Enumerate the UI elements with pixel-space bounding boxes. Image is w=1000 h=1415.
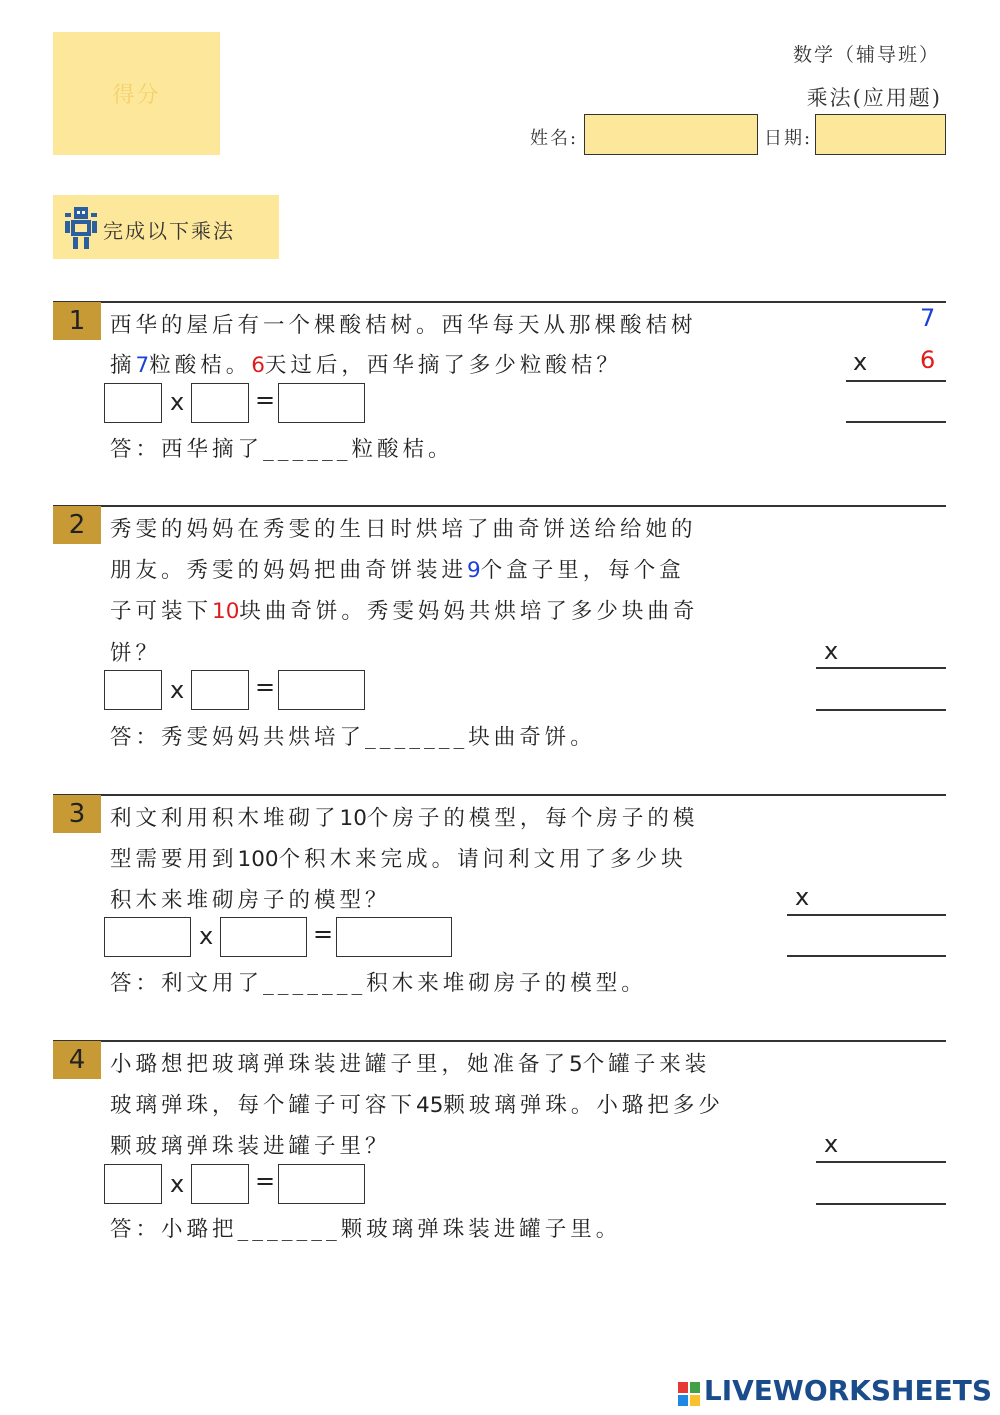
robot-icon [63,205,99,251]
multiplicand-input[interactable] [104,383,162,423]
name-label: 姓名: [530,128,579,149]
question-text: 玻璃弹珠，每个罐子可容下45颗玻璃弹珠。小璐把多少 [110,1093,724,1118]
vertical-top-number: 7 [920,304,936,332]
multiplier-input[interactable] [191,383,249,423]
vertical-times-sign: x [853,348,868,376]
separator [53,301,946,303]
answer-sentence: 答：利文用了_______积木来堆砌房子的模型。 [110,971,647,996]
score-box [53,32,220,155]
question-text: 摘7粒酸桔。6天过后，西华摘了多少粒酸桔？ [110,353,622,378]
product-input[interactable] [278,1164,365,1204]
answer-sentence: 答：秀雯妈妈共烘培了_______块曲奇饼。 [110,725,596,750]
highlighted-number: 10 [212,599,240,624]
vertical-line[interactable] [787,914,946,916]
score-label: 得分 [112,83,161,108]
question-text: 秀雯的妈妈在秀雯的生日时烘培了曲奇饼送给给她的 [110,517,697,542]
question-text: 子可装下10块曲奇饼。秀雯妈妈共烘培了多少块曲奇 [110,599,699,624]
question-text: 积木来堆砌房子的模型？ [110,888,391,913]
question-text: 颗玻璃弹珠装进罐子里？ [110,1134,391,1159]
equals-sign: = [255,386,276,414]
separator [53,794,946,796]
product-input[interactable] [278,670,365,710]
times-sign: x [170,676,185,704]
multiplier-input[interactable] [191,670,249,710]
vertical-answer-line[interactable] [816,709,946,711]
equals-sign: = [313,920,334,948]
vertical-line[interactable] [816,667,946,669]
answer-sentence: 答：小璐把_______颗玻璃弹珠装进罐子里。 [110,1217,622,1242]
question-text: 型需要用到100个积木来完成。请问利文用了多少块 [110,847,687,872]
answer-sentence: 答：西华摘了______粒酸桔。 [110,437,454,462]
question-text: 利文利用积木堆砌了10个房子的模型，每个房子的模 [110,806,699,831]
times-sign: x [199,922,214,950]
instruction-banner [53,195,279,259]
multiplicand-input[interactable] [104,670,162,710]
multiplier-input[interactable] [220,917,307,957]
vertical-answer-line[interactable] [787,955,946,957]
question-text: 西华的屋后有一个棵酸桔树。西华每天从那棵酸桔树 [110,313,697,338]
highlighted-number: 7 [135,353,150,378]
vertical-multiplier-number: 6 [920,346,936,374]
product-input[interactable] [336,917,452,957]
liveworksheets-mark-icon [678,1380,700,1404]
multiplicand-input[interactable] [104,917,191,957]
subject-title: 数学（辅导班） [792,44,940,66]
highlighted-number: 45 [416,1093,444,1118]
name-field[interactable] [584,114,758,155]
vertical-line [846,380,946,382]
highlighted-number: 10 [339,806,367,831]
vertical-times-sign: x [824,1130,839,1158]
separator [53,1040,946,1042]
equals-sign: = [255,1167,276,1195]
instruction-text: 完成以下乘法 [103,219,235,243]
question-text: 小璐想把玻璃弹珠装进罐子里，她准备了5个罐子来装 [110,1052,711,1077]
question-text: 饼？ [110,641,162,666]
highlighted-number: 6 [251,353,265,378]
vertical-times-sign: x [795,883,810,911]
date-field[interactable] [815,114,946,155]
multiplier-input[interactable] [191,1164,249,1204]
question-number: 4 [53,1041,101,1079]
vertical-times-sign: x [824,637,839,665]
question-text: 朋友。秀雯的妈妈把曲奇饼装进9个盒子里，每个盒 [110,558,685,583]
topic-title: 乘法(应用题) [806,86,942,110]
brand-text: LIVEWORKSHEETS [703,1374,992,1407]
vertical-line[interactable] [816,1161,946,1163]
times-sign: x [170,1170,185,1198]
vertical-answer-line[interactable] [816,1203,946,1205]
date-label: 日期: [764,128,813,149]
question-number: 3 [53,795,101,833]
times-sign: x [170,388,185,416]
separator [53,505,946,507]
product-input[interactable] [278,383,365,423]
highlighted-number: 100 [237,847,279,872]
question-number: 1 [53,302,101,340]
question-number: 2 [53,506,101,544]
liveworksheets-logo [678,1374,992,1407]
multiplicand-input[interactable] [104,1164,162,1204]
highlighted-number: 9 [467,558,481,583]
vertical-answer-line[interactable] [846,421,946,423]
highlighted-number: 5 [569,1052,583,1077]
equals-sign: = [255,673,276,701]
